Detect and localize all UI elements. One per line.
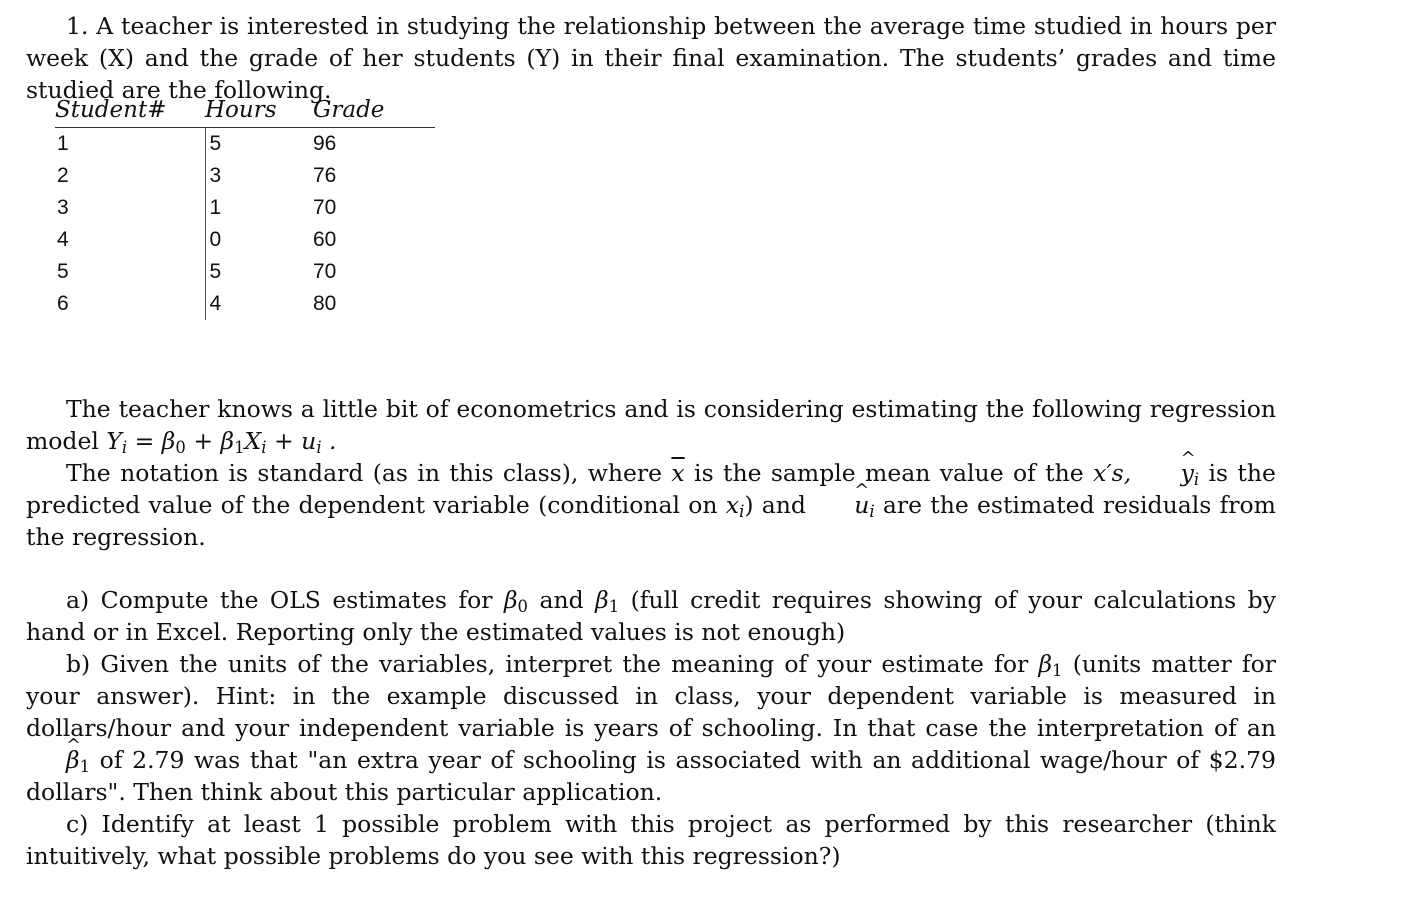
question-a [26,584,1276,648]
cell-grade: 60 [313,228,337,251]
notation-text-c: is the predicted [26,459,1276,519]
cell-grade: 70 [313,196,337,219]
question-b-text-4: your independent variable is years of schooling. In that case the interpretation of an [235,714,1276,742]
notation-text-a: The notation is standard (as in this class), where [66,459,663,487]
intro-line-3: the following. [168,76,332,104]
beta0-symbol: $\beta_0$ [503,586,528,617]
questions-section [26,584,1276,872]
header-hours: Hours [205,95,313,128]
cell-student: 3 [55,192,205,224]
data-table [55,95,435,320]
model-paragraph [26,393,1276,457]
notation-text-d: value of the dependent variable (conditional on [148,491,718,519]
question-a-text-1: a) Compute the OLS estimates for [66,586,493,614]
x-i-symbol: $x_i$ [725,491,745,522]
question-a-text-4: or in Excel. Reporting only the estimated values is not enough) [92,618,846,646]
cell-student: 6 [55,288,205,320]
table-row [55,160,435,192]
beta1-symbol: $\beta_1$ [1038,650,1063,681]
cell-hours: 1 [209,196,222,219]
question-b [26,648,1276,808]
question-a-text-3: (full credit requires showing of your calculations by hand [26,586,1276,646]
model-sentence: The teacher knows a little bit of econometrics and is considering estimating the following regression model [26,395,1276,455]
cell-student: 2 [55,160,205,192]
cell-hours: 5 [209,132,222,155]
cell-grade: 76 [313,164,337,187]
table-row [55,288,435,320]
question-c-text-1: c) Identify at least 1 possible problem with this project as performed by this researcher (think intuitively, [26,810,1276,870]
notation-text-b: is the sample mean value of the [694,459,1084,487]
table-row [55,256,435,288]
notation-text-e: ) and [744,491,806,519]
question-b-text-7: particular application. [396,778,663,806]
question-b-text-3: answer). Hint: in the example discussed in class, your dependent variable is measured in dollars/hour and [26,682,1276,742]
cell-grade: 80 [313,292,337,315]
question-b-text-5: of 2.79 was that "an [99,746,348,774]
question-c-text-2: what possible problems do you see with this regression?) [157,842,841,870]
y-hat-symbol: ^ $y_i$ [1141,457,1200,489]
cell-grade: 70 [313,260,337,283]
beta1-hat-symbol: ^ $\beta_1$ [26,744,90,776]
cell-hours: 4 [209,292,222,315]
question-c [26,808,1276,872]
regression-equation: $Y_i = \beta_0 + \beta_1X_i + u_i$ . [106,427,337,458]
cell-student: 5 [55,256,205,288]
table-header-row [55,95,435,128]
question-b-text-2: (units matter for your [26,650,1276,710]
cell-grade: 96 [313,132,337,155]
model-section [26,393,1276,553]
table-row [55,128,435,161]
x-prime-s-symbol: x′s, [1093,459,1132,487]
header-grade: Grade [313,95,435,128]
beta1-symbol: $\beta_1$ [595,586,620,617]
question-b-text-1: b) Given the units of the variables, interpret the meaning of your estimate for [66,650,1029,678]
question-b-text-6: extra year of schooling is associated with an additional wage/hour of $2.79 dollars". Then think about this [26,746,1276,806]
cell-student: 1 [55,128,205,161]
x-bar-symbol: $\overline{x}$ [671,459,685,487]
cell-hours: 5 [209,260,222,283]
cell-hours: 3 [209,164,222,187]
question-a-text-2: and [539,586,584,614]
intro-line-1: 1. A teacher is interested in studying the relationship between the average time studied in hours per week [26,12,1276,72]
u-hat-symbol: ^ $u_i$ [814,489,874,521]
notation-paragraph [26,457,1276,553]
header-student: Student# [55,95,205,128]
cell-student: 4 [55,224,205,256]
notation-text-f: are the estimated residuals from the regression. [26,491,1276,551]
table-row [55,224,435,256]
cell-hours: 0 [209,228,222,251]
intro-paragraph [26,10,1276,106]
intro-line-2: (X) and the grade of her students (Y) in their final examination. The students’ grades and time studied are [26,44,1276,104]
table-row [55,192,435,224]
problem-intro [26,10,1276,106]
